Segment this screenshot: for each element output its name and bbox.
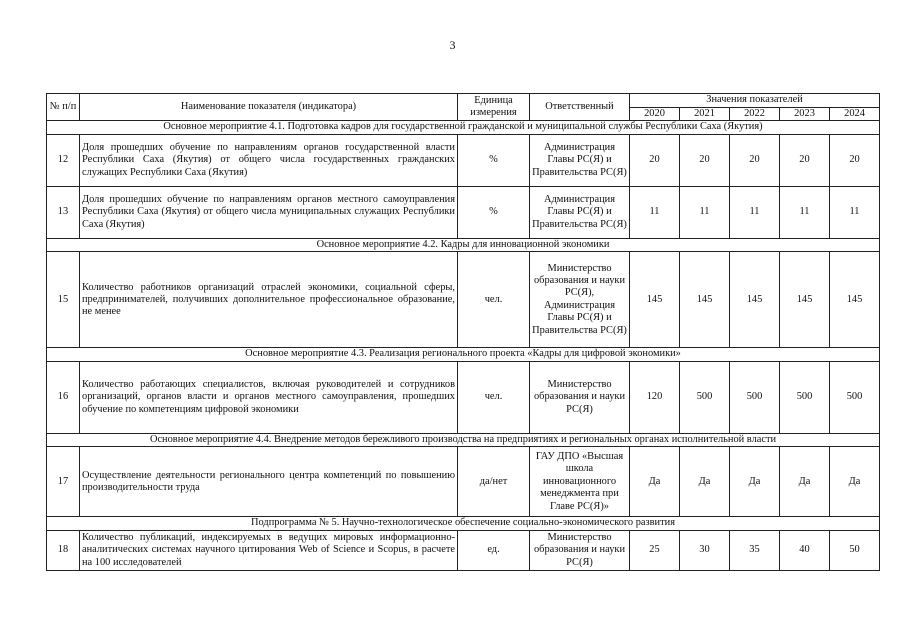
section-row [47,433,880,446]
row-value: 145 [730,252,780,348]
header-year: 2023 [780,108,830,121]
row-value: 20 [830,134,880,186]
row-unit: % [458,186,530,238]
row-value: 11 [780,186,830,238]
row-responsible: Администрация Главы РС(Я) и Правительства РС(Я) [530,134,630,186]
row-value: Да [730,447,780,517]
table-row [47,530,880,570]
row-name: Доля прошедших обучение по направлениям органов местного самоуправления Республики Саха (Якутия) от общего числа муниципальных служащих Республики Саха (Якутия) [80,186,458,238]
row-value: 20 [780,134,830,186]
row-responsible: Администрация Главы РС(Я) и Правительства РС(Я) [530,186,630,238]
section-title: Основное мероприятие 4.3. Реализация регионального проекта «Кадры для цифровой экономики» [47,348,880,361]
row-num: 17 [47,447,80,517]
row-num: 12 [47,134,80,186]
row-value: Да [830,447,880,517]
row-value: 500 [830,361,880,433]
row-value: 50 [830,530,880,570]
row-unit: ед. [458,530,530,570]
header-year: 2020 [630,108,680,121]
header-unit: Единица измерения [458,94,530,121]
header-year: 2024 [830,108,880,121]
row-value: 120 [630,361,680,433]
row-unit: чел. [458,361,530,433]
table-row [47,186,880,238]
row-value: 30 [680,530,730,570]
row-value: Да [630,447,680,517]
row-value: 500 [730,361,780,433]
table-row [47,134,880,186]
row-num: 16 [47,361,80,433]
header-year: 2022 [730,108,780,121]
row-value: 145 [830,252,880,348]
row-value: 11 [730,186,780,238]
row-value: 500 [680,361,730,433]
table-row [47,252,880,348]
row-responsible: Министерство образования и науки РС(Я) [530,530,630,570]
section-row [47,238,880,251]
section-title: Основное мероприятие 4.1. Подготовка кадров для государственной гражданской и муниципальной службы Республики Саха (Якутия) [47,121,880,134]
row-value: 25 [630,530,680,570]
row-name: Количество работников организаций отраслей экономики, социальной сферы, предпринимателей, получивших дополнительное профессиональное образование, не менее [80,252,458,348]
row-name: Количество работающих специалистов, включая руководителей и сотрудников организаций, органов власти и органов местного самоуправления, прошедших обучение по компетенциям цифровой экономики [80,361,458,433]
row-name: Доля прошедших обучение по направлениям органов государственной власти Республики Саха (Якутия) от общего числа государственных гражданских служащих Республики Саха (Якутия) [80,134,458,186]
table-row [47,447,880,517]
section-row [47,348,880,361]
row-value: Да [680,447,730,517]
indicators-table [46,93,880,571]
header-num: № п/п [47,94,80,121]
section-title: Основное мероприятие 4.4. Внедрение методов бережливого производства на предприятиях и региональных органах исполнительной власти [47,433,880,446]
header-year: 2021 [680,108,730,121]
row-value: 500 [780,361,830,433]
row-value: 145 [630,252,680,348]
table-row [47,361,880,433]
row-num: 13 [47,186,80,238]
row-unit: да/нет [458,447,530,517]
row-value: 20 [680,134,730,186]
header-name: Наименование показателя (индикатора) [80,94,458,121]
row-value: 11 [630,186,680,238]
section-title: Основное мероприятие 4.2. Кадры для инновационной экономики [47,238,880,251]
row-value: 20 [630,134,680,186]
row-value: 145 [680,252,730,348]
page-number: 3 [449,38,456,52]
row-value: 11 [830,186,880,238]
row-value: 35 [730,530,780,570]
row-value: Да [780,447,830,517]
row-responsible: Министерство образования и науки РС(Я) [530,361,630,433]
row-value: 145 [780,252,830,348]
row-value: 40 [780,530,830,570]
row-unit: % [458,134,530,186]
row-responsible: ГАУ ДПО «Высшая школа инновационного менеджмента при Главе РС(Я)» [530,447,630,517]
row-value: 20 [730,134,780,186]
row-name: Количество публикаций, индексируемых в ведущих мировых информационно-аналитических системах научного цитирования Web of Science и Scopus, в расчете на 100 исследователей [80,530,458,570]
row-responsible: Министерство образования и науки РС(Я), Администрация Главы РС(Я) и Правительства РС(Я) [530,252,630,348]
header-values: Значения показателей [630,94,880,108]
row-value: 11 [680,186,730,238]
section-row [47,517,880,530]
row-name: Осуществление деятельности регионального центра компетенций по повышению производительности труда [80,447,458,517]
header-responsible: Ответственный [530,94,630,121]
section-title: Подпрограмма № 5. Научно-технологическое обеспечение социально-экономического развития [47,517,880,530]
row-unit: чел. [458,252,530,348]
row-num: 15 [47,252,80,348]
row-num: 18 [47,530,80,570]
section-row [47,121,880,134]
